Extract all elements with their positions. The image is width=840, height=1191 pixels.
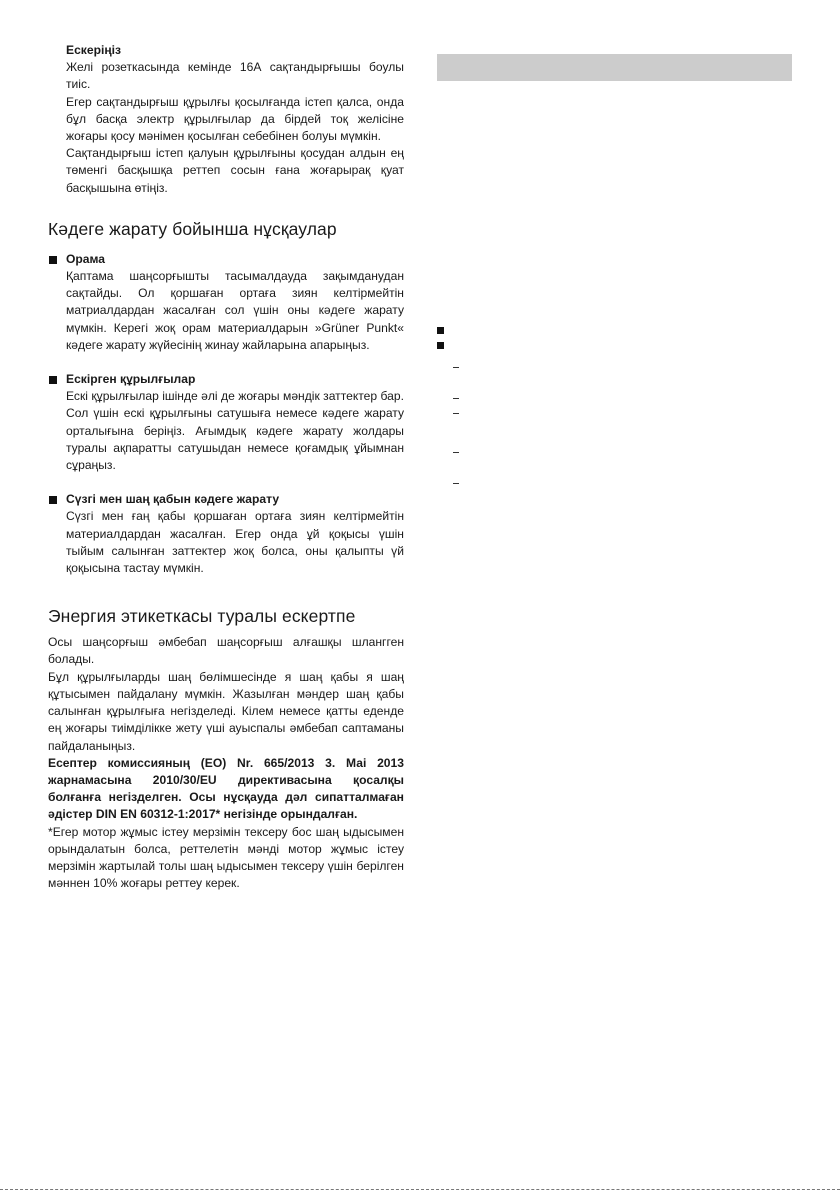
dash-bullet-icon	[453, 413, 459, 414]
energy-footnote: *Егер мотор жұмыс істеу мерзімін тексеру бос шаң ыдысымен орындалатын болса, реттелетін мәнді мотор жұмыс істеу мерзімін жартылай толы шаң ыдысымен тексеру үшін берілген мәннен 10% жоғары реттеу керек.	[48, 824, 404, 891]
filter-bag-section	[48, 491, 404, 577]
right-column-header-bar	[437, 54, 792, 81]
caution-title: Ескеріңіз	[66, 43, 121, 57]
caution-paragraph-1: Желі розеткасында кемінде 16А сақтандырғышы боулы тиіс.	[66, 60, 404, 92]
packaging-section	[48, 251, 404, 354]
caution-paragraph-3: Сақтандырғыш істеп қалуын құрылғыны қосудан алдын ең төменгі басқышқа реттеп сосын ғана жоғарырақ қуат басқышына өтіңіз.	[66, 146, 404, 195]
page-bottom-edge	[0, 1189, 840, 1190]
caution-note	[48, 42, 404, 197]
square-bullet-icon	[437, 327, 444, 334]
filter-bag-text: Сүзгі мен ғаң қабы қоршаған ортаға зиян келтірмейтін материалдардан жасалған. Егер онда ұй қоқысы үшін тыйым салынған заттектер жоқ болса, оны қалыпты үй қоқысына тастау мүмкін.	[66, 509, 404, 576]
filter-bag-title: Сүзгі мен шаң қабын кәдеге жарату	[66, 492, 280, 507]
energy-regulation-note: Есептер комиссияның (ЕО) Nr. 665/2013 3. Маі 2013 жарнамасына 2010/30/EU директивасына қосалқы болғанға негізделген. Осы нұсқауда дәл сипатталмаған әдістер DIN EN 60312-1:2017* негізінде орындалған.	[48, 755, 404, 822]
square-bullet-icon	[49, 256, 57, 264]
energy-paragraph-2: Бұл құрылғыларды шаң бөлімшесінде я шаң қабы я шаң құтысымен пайдалану мүмкін. Жазылған мәндер шаң қабы салынған құрылғыға негізделеді. Кілем немесе қатты еденде ең жоғары тиімділікке жету үші ауыспалы әмбебап саптаманы пайдаланыңыз.	[48, 669, 404, 753]
dash-bullet-icon	[453, 367, 459, 368]
left-column	[48, 42, 404, 892]
packaging-text: Қаптама шаңсорғышты тасымалдауда зақымданудан сақтайды. Ол қоршаған ортаға зиян келтірмейтін матриалдардан жасалған сол үшін оны кәдеге жарату мүмкін. Керегі жоқ орам материалдарын »Grüner Punkt« кәдеге жарату жүйесінің жинау жайларына апарыңыз.	[66, 269, 404, 352]
energy-label-heading: Энергия этикеткасы туралы ескертпе	[48, 606, 356, 627]
disposal-heading: Кәдеге жарату бойынша нұсқаулар	[48, 218, 337, 239]
square-bullet-icon	[49, 376, 57, 384]
caution-paragraph-2: Егер сақтандырғыш құрылғы қосылғанда істеп қалса, онда бұл басқа электр құрылғылар да бірдей тоқ желісіне жоғары қосу мәнімен қосылған себебінен болуы мүмкін.	[66, 94, 404, 144]
dash-bullet-icon	[453, 452, 459, 453]
old-devices-text: Ескі құрылғылар ішінде әлі де жоғары мәндік заттектер бар. Сол үшін ескі құрылғыны сатушыға немесе кәдеге жарату орталығына беріңіз. Ағымдық кәдеге жарату жолдары туралы ақпаратты сатушыдан немесе қоғамдық ұйымнан сұраңыз.	[66, 389, 404, 473]
square-bullet-icon	[437, 342, 444, 349]
dash-bullet-icon	[453, 483, 459, 484]
energy-paragraph-1: Осы шаңсорғыш әмбебап шаңсорғыш алғашқы шлангген болады.	[48, 635, 404, 667]
old-devices-section	[48, 371, 404, 474]
dash-bullet-icon	[453, 398, 459, 399]
square-bullet-icon	[49, 496, 57, 504]
packaging-title: Орама	[66, 251, 106, 266]
old-devices-title: Ескірген құрылғылар	[66, 372, 196, 387]
